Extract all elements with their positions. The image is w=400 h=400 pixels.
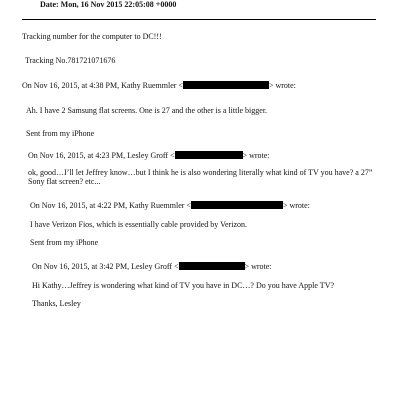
quote-body-4-line-1: Hi Kathy…Jeffrey is wondering what kind of TV you have in DC…? Do you have Apple TV? (32, 281, 335, 290)
quote-header-3: On Nov 16, 2015, at 4:22 PM, Kathy Ruemmler < > wrote: (30, 201, 310, 210)
quote-header-2: On Nov 16, 2015, at 4:23 PM, Lesley Groff < > wrote: (28, 151, 270, 160)
quote-body-2-line-2: Sony flat screen? etc... (28, 177, 101, 186)
redacted-email-4 (179, 262, 245, 270)
date-header (40, 0, 176, 10)
quote-header-1: On Nov 16, 2015, at 4:38 PM, Kathy Ruemmler < > wrote: (22, 81, 296, 90)
quote-body-3-line-2: Sent from my iPhone (30, 238, 99, 247)
quote-body-4-line-2: Thanks, Lesley (32, 299, 81, 308)
tracking-number: Tracking No.781721071676 (25, 56, 116, 65)
quote-body-1-line-1: Ah. I have 2 Samsung flat screens. One is 27 and the other is a little bigger. (26, 106, 268, 115)
quote-body-1-line-2: Sent from my iPhone (26, 129, 95, 138)
quote-header-4: On Nov 16, 2015, at 3:42 PM, Lesley Groff < > wrote: (32, 262, 272, 271)
date-label: Date: (40, 0, 59, 9)
redacted-email-3 (191, 201, 283, 209)
date-value: Mon, 16 Nov 2015 22:05:08 +0000 (60, 0, 177, 9)
redacted-email-1 (183, 81, 269, 89)
quote-body-2-line-1: ok, good…I’ll let Jeffrey know…but I think he is also wondering literally what kind of TV you have? a 27” (28, 168, 373, 177)
quote-body-3-line-1: I have Verizon Fios, which is essentially cable provided by Verizon. (30, 220, 247, 229)
tracking-message: Tracking number for the computer to DC!!! (22, 32, 162, 41)
redacted-email-2 (175, 151, 243, 159)
header-divider (22, 19, 376, 20)
